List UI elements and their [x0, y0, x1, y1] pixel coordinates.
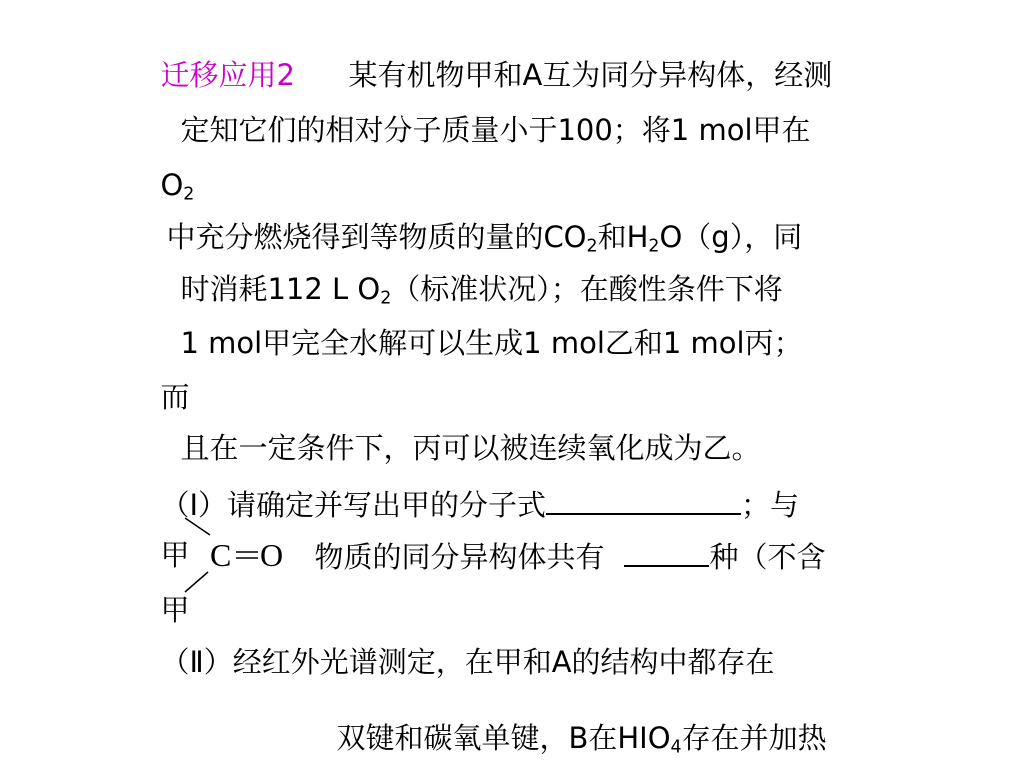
text-line-8: 且在一定条件下，丙可以被连续氧化成为乙。: [180, 431, 761, 465]
text-line-3: $O_2$: [160, 168, 195, 205]
problem-title: [142, 32, 295, 90]
text-line-1: 某有机物甲和A互为同分异构体，经测: [348, 58, 833, 92]
text-line-2: 定知它们的相对分子质量小于100；将1 mol甲在: [180, 113, 811, 147]
text-line-13: 双键和碳氧单键，B在$HIO_4$存在并加热: [336, 721, 827, 758]
text-line-7: 而: [160, 380, 190, 414]
text-line-5: 时消耗112 L $O_2$（标准状况）；在酸性条件下将: [180, 272, 783, 309]
oxygen-atom: O: [260, 537, 284, 573]
text-line-10-start: 甲: [160, 538, 190, 572]
text-line-11: 甲: [160, 593, 190, 627]
upper-bond-line: [185, 518, 210, 535]
text-line-12: （Ⅱ）经红外光谱测定，在甲和A的结构中都存在: [160, 645, 775, 679]
lower-bond-line: [185, 572, 208, 592]
text-line-6: 1 mol甲完全水解可以生成1 mol乙和1 mol丙；: [180, 326, 803, 360]
text-line-10-rest: 物质的同分异构体共有 种（不含: [314, 540, 826, 574]
carbon-atom: C: [210, 537, 232, 573]
carbonyl-structure-diagram: [180, 510, 305, 602]
text-line-9: （Ⅰ）请确定并写出甲的分子式 ；与: [160, 488, 800, 522]
isomer-count-blank[interactable]: [624, 541, 709, 567]
title-label: 迁移应用2: [160, 58, 295, 92]
text-line-4: 中充分燃烧得到等物质的量的$CO_2$和$H_2O(g)$，同: [166, 220, 803, 257]
